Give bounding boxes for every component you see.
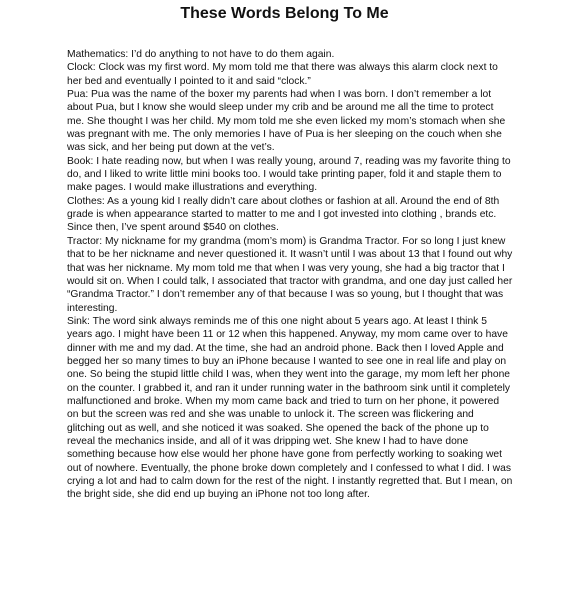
paragraph-pua: Pua: Pua was the name of the boxer my parents had when I was born. I don’t remember a lot about Pua, but I know she would sleep under my crib and be around me all the time to protect me. She thought I was her child. My mom told me she even licked my mom’s stomach when she was pregnant with me. The only memories I have of Pua is her sleeping on the couch when she was sick, and her being put down at the vet’s. (67, 89, 506, 154)
paragraph-sink: Sink: The word sink always reminds me of this one night about 5 years ago. At least I think 5 years ago. I might have been 11 or 12 when this happened. Anyway, my mom came over to have dinner with me and my dad. At the time, she had an android phone. Back then I loved Apple and begged her so many times to buy an iPhone because I wanted to see one in real life and play on one. So being the stupid little child I was, when they went into the garage, my mom left her phone on the counter. I grabbed it, and ran it under running water in the bathroom sink until it completely malfunctioned and broke. When my mom came back and tried to turn on her phone, it powered on but the screen was red and she was unable to unlock it. The screen was flickering and glitching out as well, and she noticed it was soaked. She opened the back of the phone up to reveal the mechanics inside, and all of it was dripping wet. She knew I had to have done something because how else would her phone have gone from perfectly working to soaking wet out of nowhere. Eventually, the phone broke down completely and I confessed to what I did. I was crying a lot and had to calm down for the rest of the night. I instantly regretted that. But I mean, on the bright side, she did end up buying an iPhone not too long after. (67, 315, 513, 501)
paragraph-clothes: Clothes: As a young kid I really didn’t care about clothes or fashion at all. Around the end of 8th grade is when appearance started to matter to me and I got invested into clothing , brands etc. Since then, I’ve spent around $540 on clothes. (67, 195, 500, 234)
paragraph-mathematics: Mathematics: I’d do anything to not have to do them again. (67, 49, 335, 60)
paragraph-clock: Clock: Clock was my first word. My mom told me that there was always this alarm clock next to her bed and eventually I pointed to it and said “clock.” (67, 62, 498, 87)
paragraph-tractor: Tractor: My nickname for my grandma (mom’s mom) is Grandma Tractor. For so long I just knew that to be her nickname and never questioned it. It wasn’t until I was about 13 that I found out why that was her nickname. My mom told me that when I was very young, she had a big tractor that I would sit on. When I could talk, I associated that tractor with grandma, and one day just called her “Grandma Tractor.” I don’t remember any of that because I was so young, but I thought that was interesting. (67, 235, 513, 314)
document-body (67, 48, 513, 502)
document-title: These Words Belong To Me (180, 5, 389, 22)
paragraph-book: Book: I hate reading now, but when I was really young, around 7, reading was my favorite thing to do, and I liked to write little mini books too. I would take printing paper, fold it and staple them to make pages. I would make illustrations and everything. (67, 155, 511, 194)
